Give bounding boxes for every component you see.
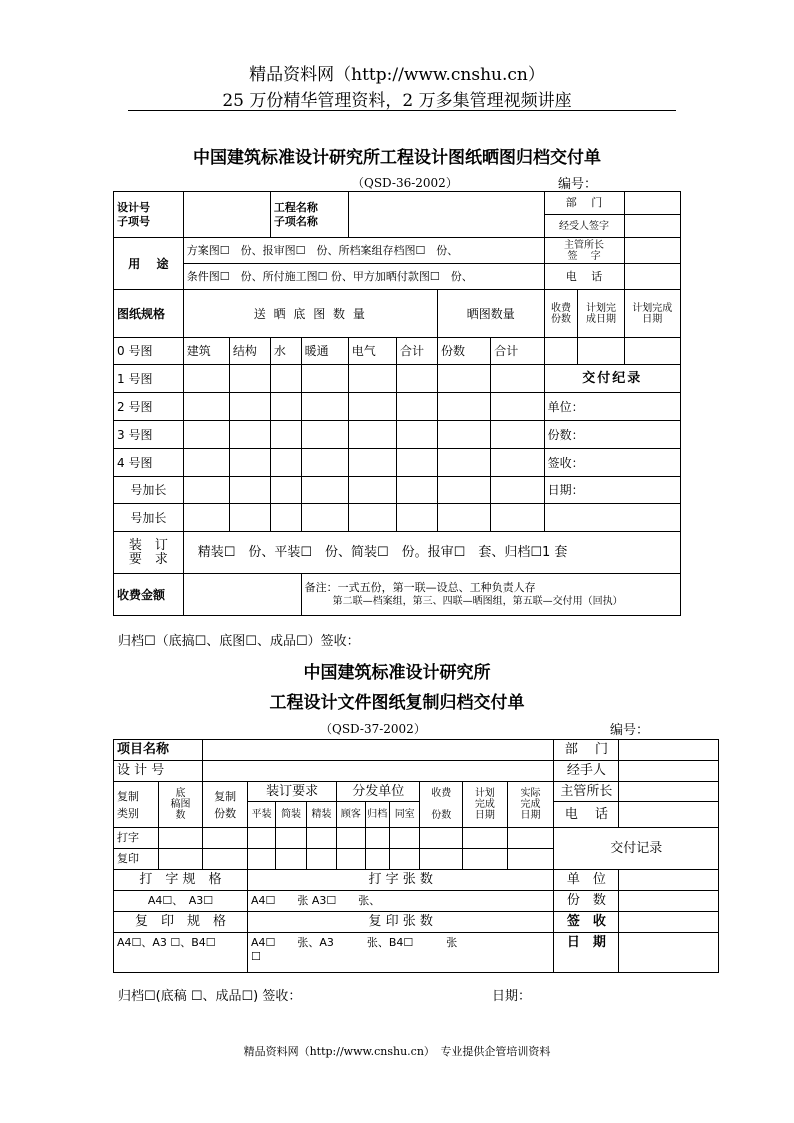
- cell[interactable]: [203, 849, 248, 870]
- dist-item-1: 归档: [365, 802, 389, 828]
- cell[interactable]: [247, 849, 275, 870]
- bind-item-0: 平装: [247, 802, 275, 828]
- cell[interactable]: [229, 421, 270, 449]
- distribution-label: 分发单位: [337, 782, 420, 802]
- project-name-value[interactable]: [348, 192, 544, 238]
- cell[interactable]: [396, 477, 437, 504]
- cell[interactable]: [396, 393, 437, 421]
- copies-value[interactable]: [619, 891, 719, 912]
- director-sign-cell: [544, 238, 624, 264]
- project-name-label: 项目名称: [114, 740, 203, 761]
- delivery-blank[interactable]: [544, 504, 680, 532]
- cell[interactable]: [270, 504, 301, 532]
- cell[interactable]: [507, 849, 554, 870]
- delivery-receipt[interactable]: 签收：: [544, 449, 680, 477]
- director-label: 主管所长: [564, 239, 605, 251]
- director-value[interactable]: [619, 782, 719, 802]
- binding-label: 装订要求: [247, 782, 336, 802]
- delivery-record-label: 交付记录: [554, 828, 719, 870]
- design-no-value[interactable]: [183, 192, 270, 238]
- form2-code: （QSD-37-2002）: [320, 722, 426, 736]
- col-head-8: 合计: [491, 338, 544, 365]
- cell[interactable]: [396, 365, 437, 393]
- a4-a3-sheets: A4☐ 张 A3☐ 张、: [247, 891, 554, 912]
- cell[interactable]: [183, 504, 229, 532]
- director-label: 主管所长: [554, 782, 619, 802]
- col-head-7: 份数: [437, 338, 490, 365]
- copy-count-label: 复 印 张 数: [247, 912, 554, 933]
- dept-value[interactable]: [619, 740, 719, 761]
- spec-label: 图纸规格: [114, 290, 184, 338]
- cell[interactable]: [203, 828, 248, 849]
- col-head-4: 暖通: [301, 338, 348, 365]
- cell[interactable]: [463, 849, 508, 870]
- cell[interactable]: [396, 449, 437, 477]
- cell[interactable]: [301, 421, 348, 449]
- cell[interactable]: [229, 449, 270, 477]
- cell[interactable]: [365, 828, 389, 849]
- cell[interactable]: [270, 477, 301, 504]
- unit-value[interactable]: [619, 870, 719, 891]
- delivery-record-label: 交付纪录: [544, 365, 680, 393]
- remark-line2: 第二联—档案组，第三、四联—晒图组，第五联—交付用（回执）: [332, 595, 623, 607]
- binding-label: 装 订 要 求: [114, 532, 184, 574]
- project-name-label: 工程名称: [273, 200, 318, 214]
- project-name-value[interactable]: [203, 740, 554, 761]
- cell[interactable]: [463, 828, 508, 849]
- form2-title2: 工程设计文件图纸复制归档交付单: [269, 693, 525, 713]
- a4a3-options: A4☐、 A3☐: [114, 891, 248, 912]
- footer: 精品资料网（http://www.cnshu.cn） 专业提供企管培训资料: [243, 1045, 551, 1058]
- date-value[interactable]: [619, 933, 719, 973]
- typing-spec-label: 打 字 规 格: [114, 870, 248, 891]
- phone-label: 电 话: [544, 264, 624, 290]
- base-copies-label: 底 稿图 数: [158, 782, 203, 828]
- phone-value[interactable]: [624, 264, 680, 290]
- cell[interactable]: [437, 365, 490, 393]
- cell[interactable]: [348, 449, 396, 477]
- receipt-label: 签 收: [554, 912, 619, 933]
- cell[interactable]: [396, 504, 437, 532]
- copy-type-label: 复制 类别: [114, 782, 159, 828]
- col-head-6: 合计: [396, 338, 437, 365]
- copy-copies-label: 复制 份数: [203, 782, 248, 828]
- cell[interactable]: [229, 365, 270, 393]
- size-row-3: 3 号图: [114, 421, 184, 449]
- fee-value[interactable]: [183, 574, 301, 616]
- cell[interactable]: [183, 449, 229, 477]
- cell[interactable]: [437, 477, 490, 504]
- cell[interactable]: [491, 449, 544, 477]
- delivery-copies[interactable]: 份数：: [544, 421, 680, 449]
- a4-a3-b4-sheets-cell: [247, 933, 554, 973]
- director-sign-value[interactable]: [624, 238, 680, 264]
- dist-item-0: 顾客: [337, 802, 365, 828]
- form2-archive: 归档☐(底稿 ☐、成品☐) 签收：: [118, 989, 302, 1004]
- cell[interactable]: [276, 828, 306, 849]
- plan-finish2-label: 计划完成日期: [624, 290, 680, 338]
- form1-table: [113, 191, 681, 616]
- actual-finish-label: 实际 完成 日期: [507, 782, 554, 828]
- cell[interactable]: [491, 365, 544, 393]
- design-no-label: 设计号: [117, 200, 150, 214]
- copy-spec-label: 复 印 规 格: [114, 912, 248, 933]
- cell[interactable]: [270, 365, 301, 393]
- form1-archive: 归档☐（底搞☐、底图☐、成品☐）签收：: [118, 634, 360, 649]
- cell[interactable]: [365, 849, 389, 870]
- size-row-1: 1 号图: [114, 365, 184, 393]
- a4-a3-b4-sheets: A4☐ 张、A3 张、B4☐ 张: [250, 936, 458, 949]
- fee-copies-label: 收费 份数: [420, 782, 463, 828]
- date-label: 日 期: [554, 933, 619, 973]
- cell[interactable]: [420, 828, 463, 849]
- col-head-1: 建筑: [183, 338, 229, 365]
- size-row-5: 号加长: [114, 477, 184, 504]
- dist-item-2: 同室: [389, 802, 419, 828]
- cell[interactable]: [306, 828, 336, 849]
- dept-label: 部 门: [554, 740, 619, 761]
- plan-finish-value[interactable]: [578, 338, 624, 365]
- cell[interactable]: [229, 504, 270, 532]
- cell[interactable]: [276, 849, 306, 870]
- cell[interactable]: [348, 477, 396, 504]
- cell[interactable]: [270, 449, 301, 477]
- size-row-2: 2 号图: [114, 393, 184, 421]
- remark-line1: 备注：一式五份，第一联—设总、工种负责人存: [304, 580, 536, 594]
- cell[interactable]: [507, 828, 554, 849]
- sub-name-label: 子项名称: [273, 214, 318, 228]
- a4-checkbox[interactable]: ☐: [250, 950, 261, 963]
- send-count-label: 送 晒 底 图 数 量: [183, 290, 437, 338]
- cell[interactable]: [301, 477, 348, 504]
- cell[interactable]: [437, 504, 490, 532]
- cell[interactable]: [348, 365, 396, 393]
- cell[interactable]: [306, 849, 336, 870]
- cell[interactable]: [183, 393, 229, 421]
- col-head-2: 结构: [229, 338, 270, 365]
- cell[interactable]: [491, 393, 544, 421]
- cell[interactable]: [491, 504, 544, 532]
- cell[interactable]: [301, 504, 348, 532]
- remark-cell: [301, 574, 680, 616]
- form1-code: （QSD-36-2002）: [352, 176, 458, 190]
- col-head-5: 电气: [348, 338, 396, 365]
- cell[interactable]: [337, 849, 365, 870]
- fee-copies-value[interactable]: [544, 338, 578, 365]
- plan-finish-label: 计划完成日期: [578, 290, 624, 338]
- cell[interactable]: [229, 393, 270, 421]
- cell[interactable]: [301, 449, 348, 477]
- header-rule: [128, 110, 676, 111]
- cell[interactable]: [491, 477, 544, 504]
- header-line2: 25 万份精华管理资料，2 万多集管理视频讲座: [222, 91, 572, 111]
- cell[interactable]: [183, 365, 229, 393]
- fee-copies-label: 收费份数: [544, 290, 578, 338]
- form2-title1: 中国建筑标准设计研究所: [303, 663, 491, 683]
- cell[interactable]: [348, 421, 396, 449]
- form1-title: 中国建筑标准设计研究所工程设计图纸晒图归档交付单: [193, 148, 601, 168]
- print-count-label: 晒图数量: [437, 290, 544, 338]
- bind-item-1: 简装: [276, 802, 306, 828]
- cell[interactable]: [270, 421, 301, 449]
- cell[interactable]: [420, 849, 463, 870]
- design-no-cell: [114, 192, 184, 238]
- cell[interactable]: [183, 421, 229, 449]
- fee-label: 收费金额: [114, 574, 184, 616]
- form1-number-label: 编号：: [558, 177, 598, 192]
- cell[interactable]: [229, 477, 270, 504]
- manager-sign-value[interactable]: [624, 215, 680, 238]
- unit-label: 单 位: [554, 870, 619, 891]
- copying-row-label: 复印: [114, 849, 159, 870]
- usage-line2: 条件图☐ 份、所付施工图☐ 份、甲方加晒付款图☐ 份、: [183, 264, 544, 290]
- design-no-label: 设 计 号: [114, 761, 203, 782]
- usage-line1: 方案图☐ 份、报审图☐ 份、所档案组存档图☐ 份、: [183, 238, 544, 264]
- form2-archive-date: 日期：: [492, 989, 532, 1004]
- form2-table: [113, 739, 719, 973]
- handler-label: 经手人: [554, 761, 619, 782]
- binding-text: 精装☐ 份、平装☐ 份、简装☐ 份。报审☐ 套、归档☐1 套: [183, 532, 680, 574]
- project-name-cell: [270, 192, 348, 238]
- cell[interactable]: [158, 849, 203, 870]
- cell[interactable]: [183, 477, 229, 504]
- cell[interactable]: [437, 393, 490, 421]
- size-row-4: 4 号图: [114, 449, 184, 477]
- sub-no-label: 子项号: [117, 214, 150, 228]
- typing-row-label: 打字: [114, 828, 159, 849]
- typing-count-label: 打 字 张 数: [247, 870, 554, 891]
- cell[interactable]: [301, 393, 348, 421]
- phone-label: 电 话: [554, 802, 619, 828]
- copies-label: 份 数: [554, 891, 619, 912]
- cell[interactable]: [437, 421, 490, 449]
- size-row-6: 号加长: [114, 504, 184, 532]
- cell[interactable]: [491, 421, 544, 449]
- design-no-value[interactable]: [203, 761, 554, 782]
- cell[interactable]: [270, 393, 301, 421]
- cell[interactable]: [158, 828, 203, 849]
- usage-label: 用 途: [114, 238, 184, 290]
- delivery-unit[interactable]: 单位：: [544, 393, 680, 421]
- col-head-0: 0 号图: [114, 338, 184, 365]
- cell[interactable]: [396, 421, 437, 449]
- cell[interactable]: [337, 828, 365, 849]
- form2-number-label: 编号：: [610, 723, 650, 738]
- handler-value[interactable]: [619, 761, 719, 782]
- dept-label: 部 门: [544, 192, 624, 215]
- plan-finish-label: 计划 完成 日期: [463, 782, 508, 828]
- plan-finish2-value[interactable]: [624, 338, 680, 365]
- header-line1: 精品资料网（http://www.cnshu.cn）: [249, 65, 545, 85]
- cell[interactable]: [247, 828, 275, 849]
- bind-item-2: 精装: [306, 802, 336, 828]
- manager-sign-label: 经受人签字: [544, 215, 624, 238]
- cell[interactable]: [389, 828, 419, 849]
- delivery-date[interactable]: 日期：: [544, 477, 680, 504]
- cell[interactable]: [301, 365, 348, 393]
- receipt-value[interactable]: [619, 912, 719, 933]
- phone-value[interactable]: [619, 802, 719, 828]
- cell[interactable]: [348, 504, 396, 532]
- cell[interactable]: [437, 449, 490, 477]
- cell[interactable]: [348, 393, 396, 421]
- dept-value[interactable]: [624, 192, 680, 215]
- cell[interactable]: [389, 849, 419, 870]
- col-head-3: 水: [270, 338, 301, 365]
- sign-label: 签 字: [567, 250, 601, 262]
- a4a3b4-options: A4☐、A3 ☐、B4☐: [114, 933, 248, 973]
